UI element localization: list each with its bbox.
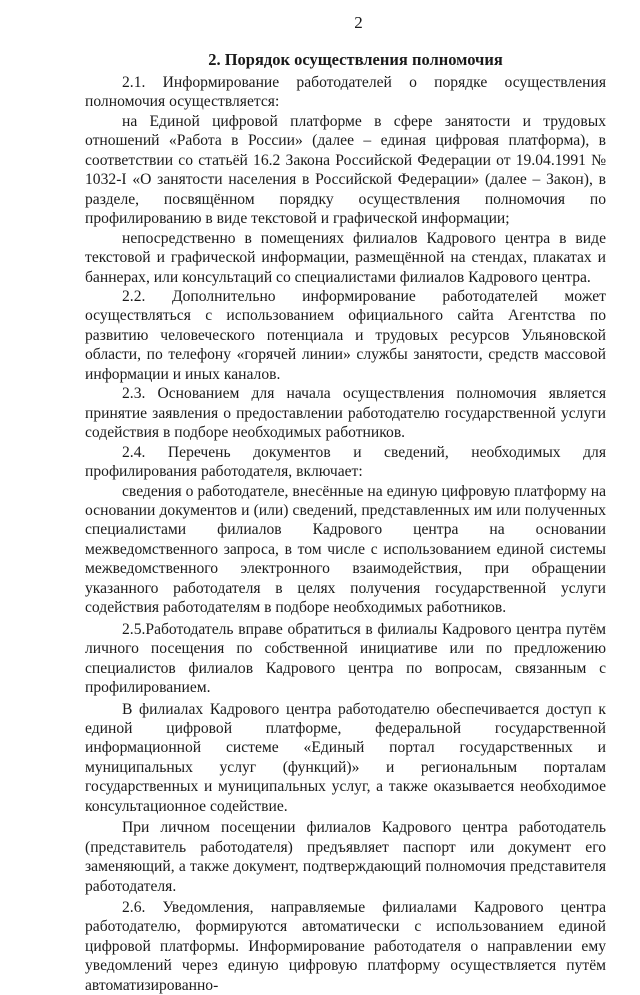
paragraph-2-5-access: В филиалах Кадрового центра работодателю обеспечивается доступ к единой цифровой платформе, федеральной государственной информационной системе «Единый портал государственных и муниципальных услуг (функций)» и региональным порталам государственных и муниципальных услуг, а также оказывается необходимое консультационное содействие. <box>85 700 606 815</box>
paragraph-2-3: 2.3. Основанием для начала осуществления полномочия является принятие заявления о предоставлении работодателю государственной услуги содействия в подборе необходимых работников. <box>85 385 606 442</box>
paragraph-2-1-branches: непосредственно в помещениях филиалов Кадрового центра в виде текстовой и графической информации, размещённой на стендах, плакатах и баннерах, или консультаций со специалистами филиалов Кадрового центра. <box>85 229 606 286</box>
paragraph-2-5-personal-visit: При личном посещении филиалов Кадрового центра работодатель (представитель работодателя) предъявляет паспорт или документ его заменяющий, а также документ, подтверждающий полномочия представителя работодателя. <box>85 819 606 895</box>
paragraph-2-4: 2.4. Перечень документов и сведений, необходимых для профилирования работодателя, включает: <box>85 443 606 481</box>
paragraph-2-1-digital-platform: на Единой цифровой платформе в сфере занятости и трудовых отношений «Работа в России» (далее – единая цифровая платформа), в соответствии со статьёй 16.2 Закона Российской Федерации от 19.04.1991 № 1032-I «О занятости населения в Российской Федерации» (далее – Закон), в разделе, посвящённом порядку осуществления полномочия по профилированию в виде текстовой и графической информации; <box>85 112 606 228</box>
page-number: 2 <box>354 13 363 32</box>
paragraph-2-2: 2.2. Дополнительно информирование работодателей может осуществляться с использованием официального сайта Агентства по развитию человеческого потенциала и трудовых ресурсов Ульяновской области, по телефону «горячей линии» службы занятости, средств массовой информации и иных каналов. <box>85 287 606 383</box>
document-page <box>85 12 606 995</box>
paragraph-2-1: 2.1. Информирование работодателей о порядке осуществления полномочия осуществляется: <box>85 74 606 111</box>
section-heading: 2. Порядок осуществления полномочия <box>208 50 503 69</box>
paragraph-2-5: 2.5.Работодатель вправе обратиться в филиалы Кадрового центра путём личного посещения по собственной инициативе или по предложению специалистов филиалов Кадрового центра по вопросам, связанным с профилированием. <box>85 620 606 697</box>
paragraph-2-4-employer-info: сведения о работодателе, внесённые на единую цифровую платформу на основании документов и (или) сведений, представленных им или полученных специалистами филиалов Кадрового центра на основании межведомственного запроса, в том числе с использованием единой системы межведомственного электронного взаимодействия, при обращении указанного работодателя в целях получения государственной услуги содействия работодателям в подборе необходимых работников. <box>85 482 606 617</box>
paragraph-2-6: 2.6. Уведомления, направляемые филиалами Кадрового центра работодателю, формируются автоматически с использованием единой цифровой платформы. Информирование работодателя о направлении ему уведомлений через единую цифровую платформу осуществляется путём автоматизированно- <box>85 899 606 994</box>
